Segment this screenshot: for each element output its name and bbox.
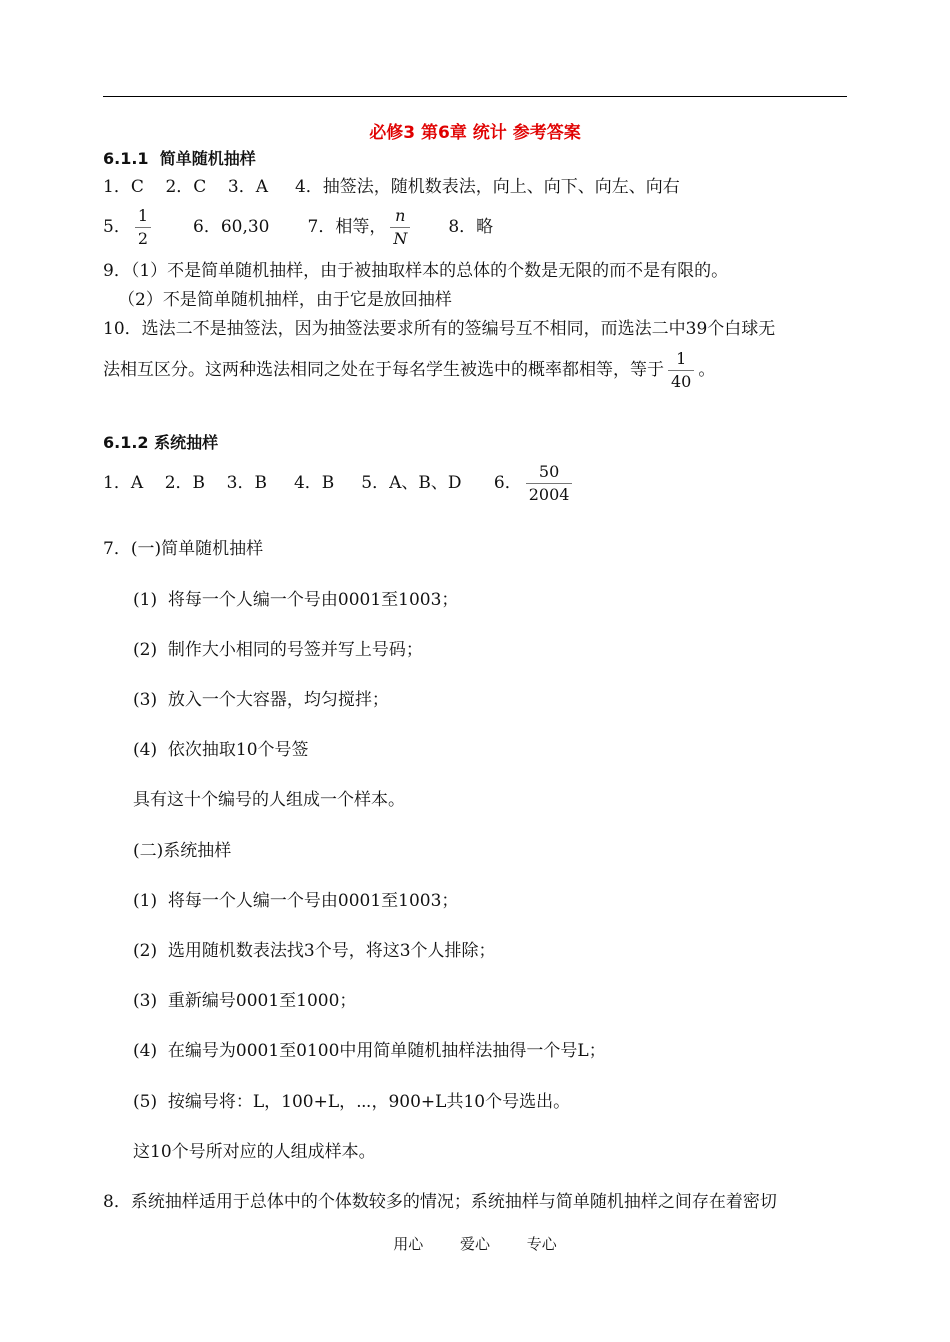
answers-612-line1 [103, 460, 576, 506]
q7-method1-step4: (4) 依次抽取10个号签 [133, 740, 309, 760]
fraction-numerator: 1 [137, 205, 149, 225]
q7-method1-step3: (3) 放入一个大容器，均匀搅拌； [133, 690, 389, 710]
section-heading-612: 6.1.2 系统抽样 [103, 433, 219, 452]
fraction-n-over-N [390, 206, 410, 249]
section-heading-611: 6.1.1 简单随机抽样 [103, 149, 256, 168]
page-title: 必修3 第6章 统计 参考答案 [369, 123, 581, 143]
answer-q10-part1: 10．选法二不是抽签法，因为抽签法要求所有的签编号互不相同，而选法二中39个白球无 [103, 319, 776, 339]
answers-611-line1: 1．C 2．C 3．A 4．抽签法，随机数表法，向上、向下、向左、向右 [103, 177, 680, 197]
fraction-bar [526, 483, 573, 484]
answers-611-line2 [103, 205, 493, 249]
answer-q7-title: 7．(一)简单随机抽样 [103, 539, 264, 559]
fraction-bar [668, 370, 694, 371]
fraction-bar [135, 227, 151, 228]
q8-answer: 8．略 [448, 217, 494, 237]
fraction-50-over-2004 [526, 462, 573, 505]
q10-end: 。 [698, 360, 716, 380]
fraction-one-fortieth [668, 349, 694, 392]
fraction-one-half [135, 206, 151, 249]
q7-method2-title: (二)系统抽样 [133, 841, 232, 861]
answer-q9-part1: 9．（1）不是简单随机抽样，由于被抽取样本的总体的个数是无限的而不是有限的。 [103, 261, 729, 281]
fraction-denominator: N [393, 228, 408, 248]
answer-q9-part2: （2）不是简单随机抽样，由于它是放回抽样 [118, 290, 452, 310]
q7-method1-conclusion: 具有这十个编号的人组成一个样本。 [133, 790, 405, 810]
q7-method1-step1: (1) 将每一个人编一个号由0001至1003； [133, 590, 459, 610]
q7-label: 7．相等， [307, 217, 387, 237]
footer-word-3: 专心 [526, 1235, 557, 1253]
fraction-numerator: 50 [538, 461, 560, 481]
answer-q10-part2 [103, 346, 715, 394]
fraction-denominator: 2004 [528, 484, 570, 504]
q10-text: 法相互区分。这两种选法相同之处在于每名学生被选中的概率都相等，等于 [103, 360, 664, 380]
q7-method2-step5: (5) 按编号将：L，100+L，⋯，900+L共10个号选出。 [133, 1092, 571, 1112]
page-footer [0, 1233, 950, 1254]
q7-method2-step1: (1) 将每一个人编一个号由0001至1003； [133, 891, 459, 911]
fraction-numerator: n [395, 205, 406, 225]
fraction-denominator: 2 [137, 228, 149, 248]
q6-answer: 6．60,30 [193, 217, 270, 237]
fraction-bar [390, 227, 410, 228]
answer-q8: 8．系统抽样适用于总体中的个体数较多的情况；系统抽样与简单随机抽样之间存在着密切 [103, 1192, 777, 1212]
footer-word-2: 爱心 [459, 1235, 490, 1253]
q7-method1-step2: (2) 制作大小相同的号签并写上号码； [133, 640, 423, 660]
answers-612-text: 1．A 2．B 3．B 4．B 5．A、B、D 6． [103, 473, 522, 493]
header-rule [103, 96, 847, 97]
footer-word-1: 用心 [393, 1235, 424, 1253]
fraction-denominator: 40 [671, 371, 692, 391]
q7-method2-step2: (2) 选用随机数表法找3个号，将这3个人排除； [133, 941, 496, 961]
q7-method2-step4: (4) 在编号为0001至0100中用简单随机抽样法抽得一个号L； [133, 1041, 606, 1061]
q5-label: 5． [103, 217, 131, 237]
fraction-numerator: 1 [676, 348, 687, 368]
q7-method2-conclusion: 这10个号所对应的人组成样本。 [133, 1142, 376, 1162]
q7-method2-step3: (3) 重新编号0001至1000； [133, 991, 357, 1011]
